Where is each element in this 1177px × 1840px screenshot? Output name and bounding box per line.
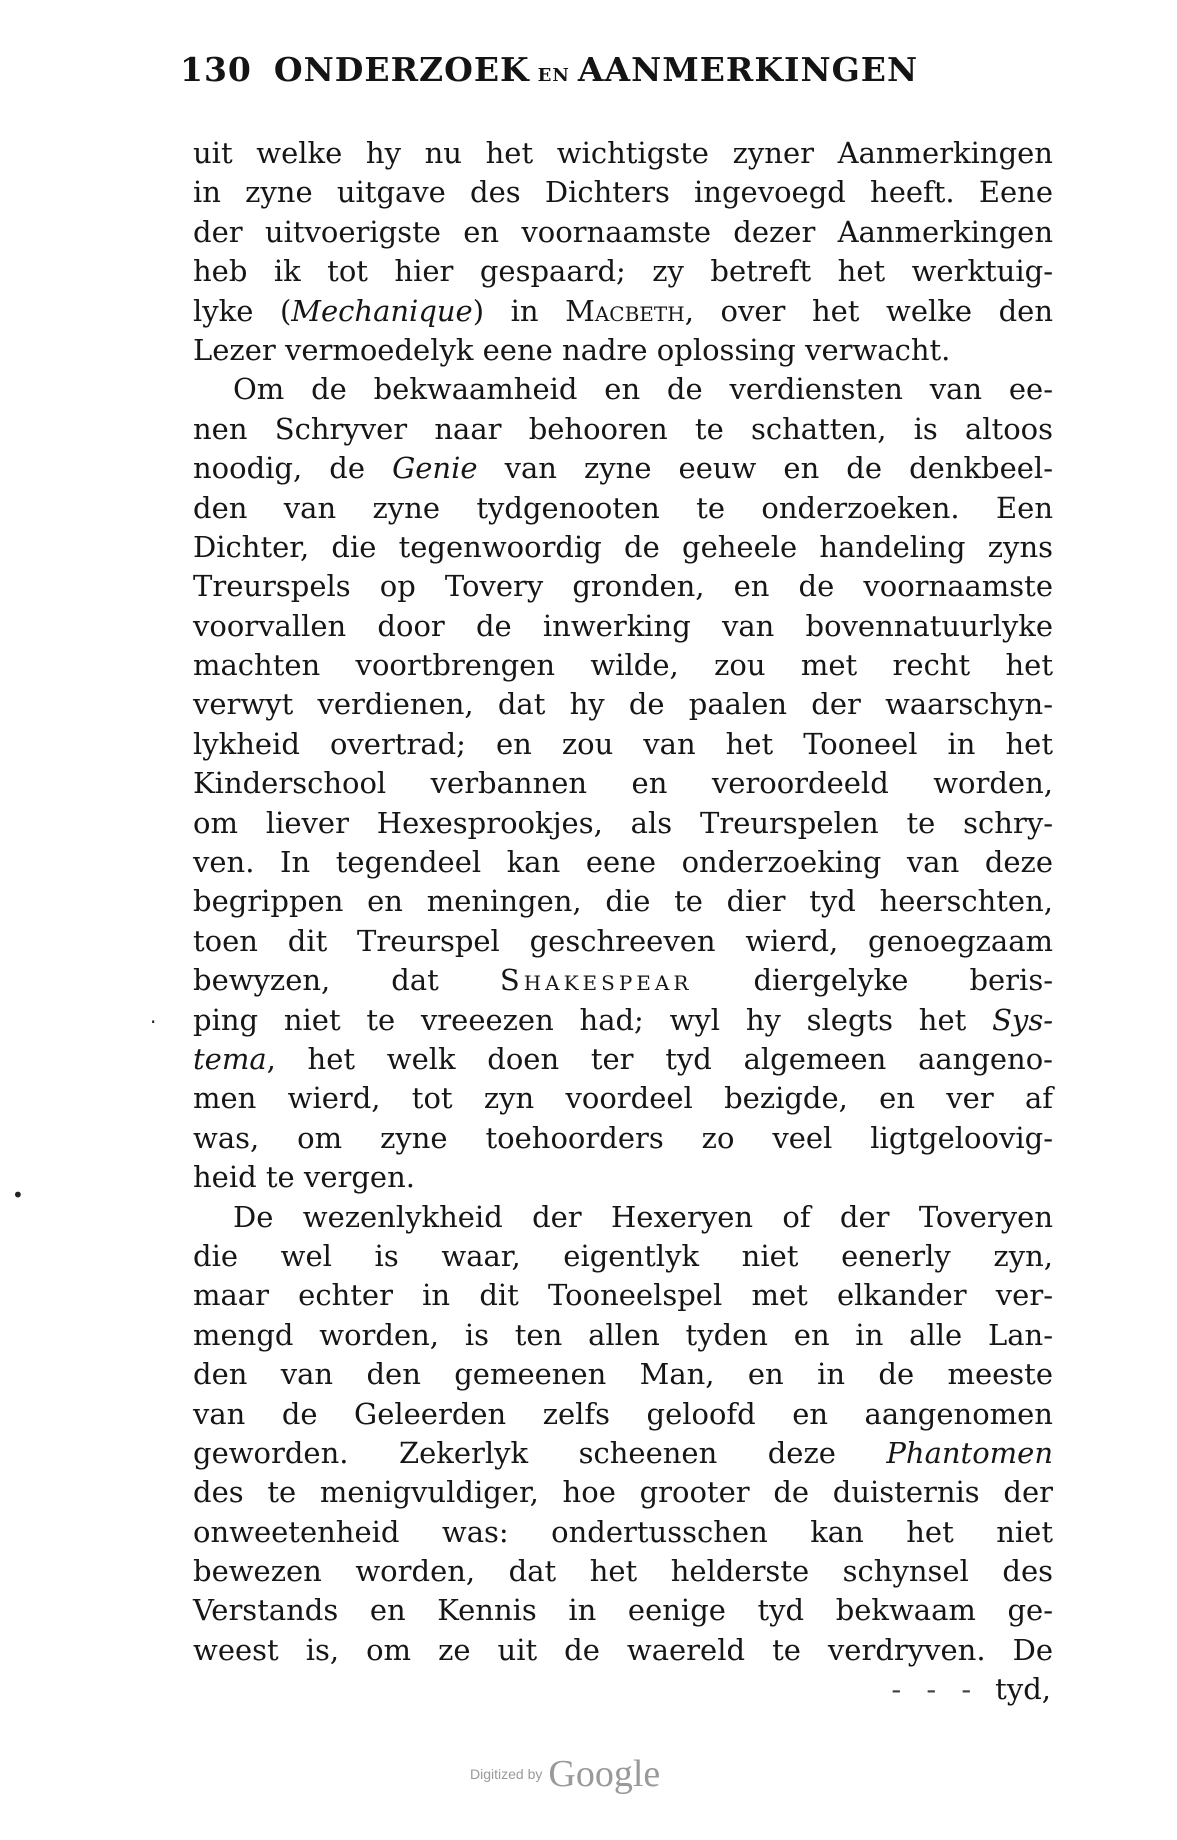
text-run: geworden. Zekerlyk scheenen deze bbox=[193, 1435, 836, 1470]
text-line: toen dit Treurspel geschreeven wierd, genoegzaam bbox=[193, 923, 1053, 958]
text-line bbox=[193, 961, 1053, 1000]
italic-term: tema bbox=[193, 1041, 267, 1076]
catchword-line bbox=[193, 1670, 1053, 1709]
text-line: voorvallen door de inwerking van bovennatuurlyke bbox=[193, 608, 1053, 643]
text-line: uit welke hy nu het wichtigste zyner Aanmerkingen bbox=[193, 136, 1053, 170]
digitization-watermark bbox=[470, 1752, 710, 1796]
text-line bbox=[193, 1434, 1053, 1473]
text-line: des te menigvuldiger, hoe grooter de duisternis der bbox=[193, 1475, 1053, 1510]
text-line: weest is, om ze uit de waereld te verdryven. De bbox=[193, 1632, 1053, 1667]
text-run: noodig, de bbox=[193, 451, 365, 486]
text-line: Verstands en Kennis in eenige tyd bekwaam ge- bbox=[193, 1593, 1053, 1628]
text-line bbox=[193, 1040, 1053, 1079]
page-number: 130 bbox=[180, 50, 252, 89]
italic-term: Genie bbox=[392, 451, 478, 486]
text-line bbox=[193, 292, 1053, 331]
text-line: men wierd, tot zyn voordeel bezigde, en ver af bbox=[193, 1081, 1053, 1116]
text-line: nen Schryver naar behooren te schatten, is altoos bbox=[193, 411, 1053, 446]
running-head-left: ONDERZOEK bbox=[273, 50, 530, 89]
text-line: machten voortbrengen wilde, zou met recht het bbox=[193, 648, 1053, 683]
text-line: Treurspels op Tovery gronden, en de voornaamste bbox=[193, 569, 1053, 604]
text-line: van de Geleerden zelfs geloofd en aangenomen bbox=[193, 1396, 1053, 1431]
italic-term: Phantomen bbox=[886, 1435, 1053, 1470]
text-run: ) in bbox=[472, 293, 539, 328]
text-run: van zyne eeuw en de denkbeel- bbox=[504, 451, 1054, 486]
small-caps-name: Macbeth bbox=[565, 293, 685, 328]
text-line: in zyne uitgave des Dichters ingevoegd heeft. Eene bbox=[193, 175, 1053, 210]
text-run: , het welk doen ter tyd algemeen aangeno- bbox=[266, 1041, 1053, 1076]
text-line bbox=[193, 449, 1053, 488]
text-line: De wezenlykheid der Hexeryen of der Toveryen bbox=[233, 1199, 1053, 1234]
text-run: bewyzen, dat bbox=[193, 963, 439, 998]
text-line: heid te vergen. bbox=[193, 1160, 415, 1195]
text-line: Om de bekwaamheid en de verdiensten van ee- bbox=[233, 372, 1053, 407]
text-line: was, om zyne toehoorders zo veel ligtgeloovig- bbox=[193, 1120, 1053, 1155]
text-line: den van den gemeenen Man, en in de meeste bbox=[193, 1357, 1053, 1392]
text-line bbox=[193, 1001, 1053, 1040]
text-line: den van zyne tydgenooten te onderzoeken. Een bbox=[193, 490, 1053, 525]
running-head-right: AANMERKINGEN bbox=[577, 50, 919, 89]
text-line: die wel is waar, eigentlyk niet eenerly zyn, bbox=[193, 1238, 1053, 1273]
text-line: lykheid overtrad; en zou van het Tooneel in het bbox=[193, 726, 1053, 761]
text-run: ping niet te vreeezen had; wyl hy slegts het bbox=[193, 1002, 967, 1037]
running-head-conjunction: EN bbox=[537, 65, 570, 86]
watermark-digitized-by: Digitized by bbox=[470, 1766, 543, 1782]
catchword: tyd, bbox=[995, 1672, 1051, 1707]
small-caps-name: Shakespear bbox=[499, 963, 693, 998]
text-line: begrippen en meningen, die te dier tyd heerschten, bbox=[193, 884, 1053, 919]
text-line: ven. In tegendeel kan eene onderzoeking van deze bbox=[193, 845, 1053, 880]
text-run: , over het welke den bbox=[684, 293, 1054, 328]
italic-term: Sys- bbox=[992, 1002, 1053, 1037]
text-line: onweetenheid was: ondertusschen kan het niet bbox=[193, 1514, 1053, 1549]
running-head bbox=[180, 50, 1000, 89]
text-line: verwyt verdienen, dat hy de paalen der waarschyn- bbox=[193, 687, 1053, 722]
margin-speck: • bbox=[12, 1183, 24, 1207]
text-run: lyke ( bbox=[193, 293, 292, 328]
text-line: maar echter in dit Tooneelspel met elkander ver- bbox=[193, 1278, 1053, 1313]
text-line: Dichter, die tegenwoordig de geheele handeling zyns bbox=[193, 529, 1053, 564]
watermark-logo: Google bbox=[548, 1753, 661, 1795]
margin-speck: · bbox=[150, 1010, 157, 1034]
text-line: om liever Hexesprookjes, als Treurspelen te schry- bbox=[193, 805, 1053, 840]
catchword-dots: - - - bbox=[891, 1672, 980, 1707]
text-line: mengd worden, is ten allen tyden en in alle Lan- bbox=[193, 1317, 1053, 1352]
body-text bbox=[193, 134, 1053, 1710]
text-line: bewezen worden, dat het helderste schynsel des bbox=[193, 1554, 1053, 1589]
text-line: Kinderschool verbannen en veroordeeld worden, bbox=[193, 766, 1053, 801]
italic-term: Mechanique bbox=[291, 293, 473, 328]
text-line: Lezer vermoedelyk eene nadre oplossing verwacht. bbox=[193, 332, 951, 367]
text-line: heb ik tot hier gespaard; zy betreft het werktuig- bbox=[193, 254, 1053, 289]
text-line: der uitvoerigste en voornaamste dezer Aanmerkingen bbox=[193, 214, 1053, 249]
text-run: diergelyke beris- bbox=[753, 963, 1053, 998]
